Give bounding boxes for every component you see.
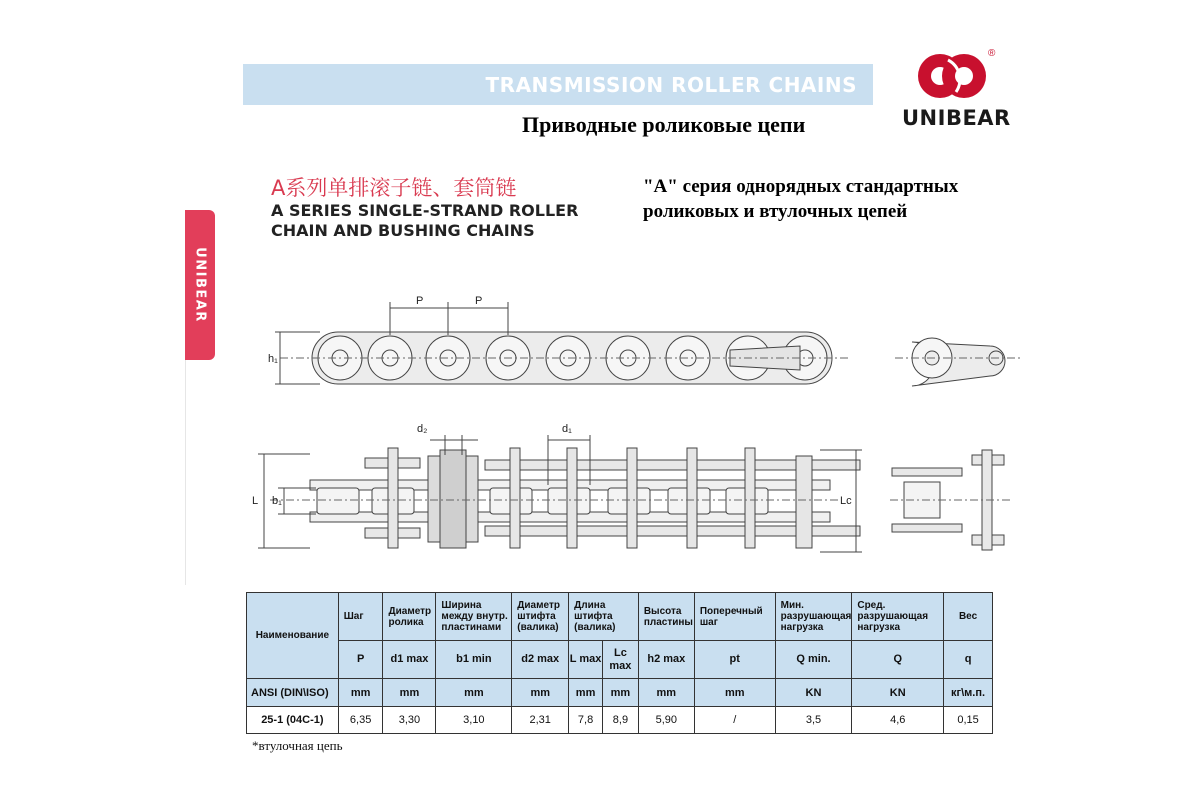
units-weight: кг\м.п. [944,679,993,707]
units-transverse-pitch: mm [694,679,775,707]
symbol-pin-length-Lc: Lc max [603,641,639,679]
chain-top-view-rollers [317,488,768,514]
symbol-avg-load: Q [852,641,944,679]
registered-mark: ® [988,48,996,59]
header-avg-load: Сред. разрушающая нагрузка [852,593,944,641]
row-roller-dia: 3,30 [383,707,436,734]
symbol-pitch: P [338,641,383,679]
symbol-roller-dia: d1 max [383,641,436,679]
chain-technical-drawing [240,290,1030,580]
dim-label-d2: d₂ [417,423,428,435]
symbol-pin-length-L: L max [569,641,603,679]
header-min-load: Мин. разрушающая нагрузка [775,593,852,641]
units-pitch: mm [338,679,383,707]
row-pin-dia: 2,31 [512,707,569,734]
header-pin-dia: Диаметр штифта (валика) [512,593,569,641]
side-tab-label: UNIBEAR [192,247,208,323]
dim-label-p2: P [475,295,483,307]
symbol-plate-height: h2 max [638,641,694,679]
header-pitch: Шаг [338,593,383,641]
units-pin-length-L: mm [569,679,603,707]
row-pin-length-L: 7,8 [569,707,603,734]
dim-label-L: L [252,495,259,507]
row-transverse-pitch: / [694,707,775,734]
row-avg-load: 4,6 [852,707,944,734]
section-title-russian-1: "A" серия однорядных стандартных [643,176,959,197]
dim-label-p1: P [416,295,424,307]
section-title-chinese: A系列单排滚子链、套筒链 [271,176,517,200]
section-title-english-1: A SERIES SINGLE-STRAND ROLLER [271,201,579,220]
row-inner-width: 3,10 [436,707,512,734]
symbol-transverse-pitch: pt [694,641,775,679]
units-standard: ANSI (DIN\ISO) [247,679,339,707]
brand-name: UNIBEAR [902,106,1011,130]
section-title-russian-2: роликовых и втулочных цепей [643,201,908,222]
header-name: Наименование [247,593,339,679]
row-plate-height: 5,90 [638,707,694,734]
header-weight: Вес [944,593,993,641]
banner-title: TRANSMISSION ROLLER CHAINS [485,73,857,97]
units-pin-dia: mm [512,679,569,707]
header-inner-width: Ширина между внутр. пластинами [436,593,512,641]
units-avg-load: KN [852,679,944,707]
units-min-load: KN [775,679,852,707]
units-pin-length-Lc: mm [603,679,639,707]
dim-label-h1: h₁ [268,353,278,365]
header-pin-length: Длина штифта (валика) [569,593,639,641]
chain-end-view [912,338,1005,386]
header-plate-height: Высота пластины [638,593,694,641]
dim-label-Lc: Lc [840,495,852,507]
dim-label-d1: d₁ [562,423,572,435]
header-transverse-pitch: Поперечный шаг [694,593,775,641]
units-plate-height: mm [638,679,694,707]
header-roller-dia: Диаметр ролика [383,593,436,641]
symbol-inner-width: b1 min [436,641,512,679]
row-pitch: 6,35 [338,707,383,734]
header-banner [243,64,873,105]
table-header-row [247,593,993,641]
dim-label-b1: b₁ [272,495,282,507]
row-min-load: 3,5 [775,707,852,734]
section-title-english-2: CHAIN AND BUSHING CHAINS [271,221,535,240]
row-pin-length-Lc: 8,9 [603,707,639,734]
subtitle-russian: Приводные роликовые цепи [522,112,806,137]
row-weight: 0,15 [944,707,993,734]
table-symbol-row [247,641,993,679]
symbol-pin-dia: d2 max [512,641,569,679]
specification-table [246,592,993,734]
side-tab [185,210,215,360]
units-inner-width: mm [436,679,512,707]
symbol-weight: q [944,641,993,679]
symbol-min-load: Q min. [775,641,852,679]
table-units-row [247,679,993,707]
side-divider [185,360,186,585]
row-name: 25-1 (04C-1) [247,707,339,734]
footnote: *втулочная цепь [252,738,343,753]
table-row [247,707,993,734]
units-roller-dia: mm [383,679,436,707]
